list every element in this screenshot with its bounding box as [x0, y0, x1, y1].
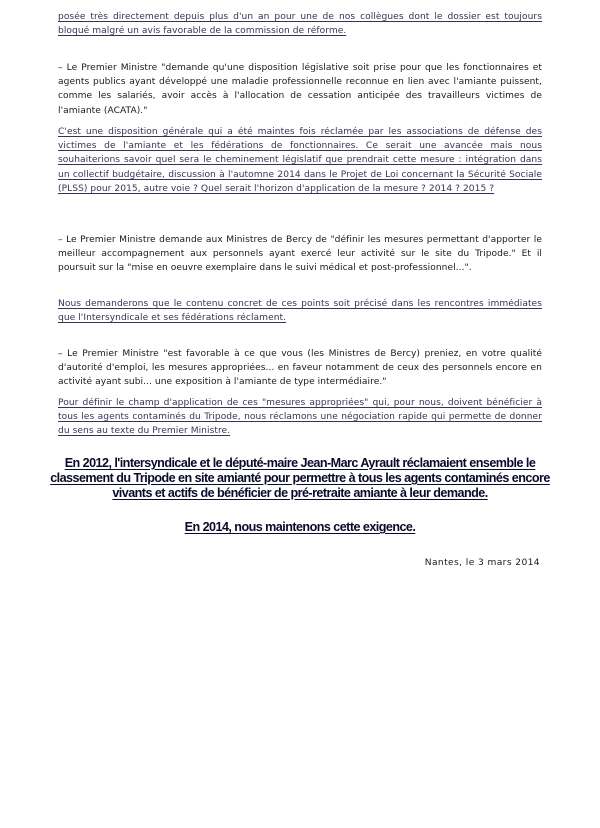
headline-2014-demand: En 2014, nous maintenons cette exigence. [184, 520, 416, 534]
paragraph-acata-comment: C'est une disposition générale qui a été maintes fois réclamée par les associations de défense des victimes de l'amiante et les fédérations de fonctionnaires. Ce serait une avancée mais nous souhaiterions savoir quel sera le cheminement législatif que prendrait cette mesure : intégration dans un collectif budgétaire, discussion à l'automne 2014 dans le Projet de Loi concernant la Sécurité Sociale (PLSS) pour 2015, autre voie ? Quel serait l'horizon d'application de la mesure ? 2014 ? 2015 ? [58, 127, 542, 194]
paragraph-intro-tail: posée très directement depuis plus d'un an pour une de nos collègues dont le dossier est toujours bloqué malgré un avis favorable de la commission de réforme. [58, 12, 542, 37]
headline-2012-demand: En 2012, l'intersyndicale et le député-maire Jean-Marc Ayrault réclamaient ensemble le classement du Tripode en site amianté pour permettre à tous les agents contaminés encore vivants et actifs de bénéficier de pré-retraite amiante à leur demande. [50, 456, 550, 500]
paragraph-measures-quote: – Le Premier Ministre "est favorable à ce que vous (les Ministres de Bercy) preniez, en votre qualité d'autorité d'emploi, les mesures appropriées... en faveur notamment de ceux des personnels encore en activité ayant subi... une exposition à l'amiante de type intermédiaire." [58, 349, 542, 388]
paragraph-bercy-comment: Nous demanderons que le contenu concret de ces points soit précisé dans les rencontres immédiates que l'Intersyndicale et ses fédérations réclament. [58, 299, 542, 324]
paragraph-bercy-quote: – Le Premier Ministre demande aux Ministres de Bercy de "définir les mesures permettant d'apporter le meilleur accompagnement aux personnels ayant exercé leur activité sur le site du Tripode." Et il poursuit sur la "mise en oeuvre exemplaire dans le suivi médical et post-professionnel...". [58, 235, 542, 274]
paragraph-measures-comment: Pour définir le champ d'application de ces "mesures appropriées" qui, pour nous, doivent bénéficier à tous les agents contaminés du Tripode, nous réclamons une négociation rapide qui permette de donner du sens au texte du Premier Ministre. [58, 398, 542, 437]
signature-place-date: Nantes, le 3 mars 2014 [424, 558, 540, 568]
paragraph-acata-quote: – Le Premier Ministre "demande qu'une disposition législative soit prise pour que les fonctionnaires et agents publics ayant développé une maladie professionnelle reconnue en lien avec l'amiante puissent, comme les salariés, avoir accès à l'allocation de cessation anticipée des travailleurs victimes de l'amiante (ACATA)." [58, 63, 542, 116]
